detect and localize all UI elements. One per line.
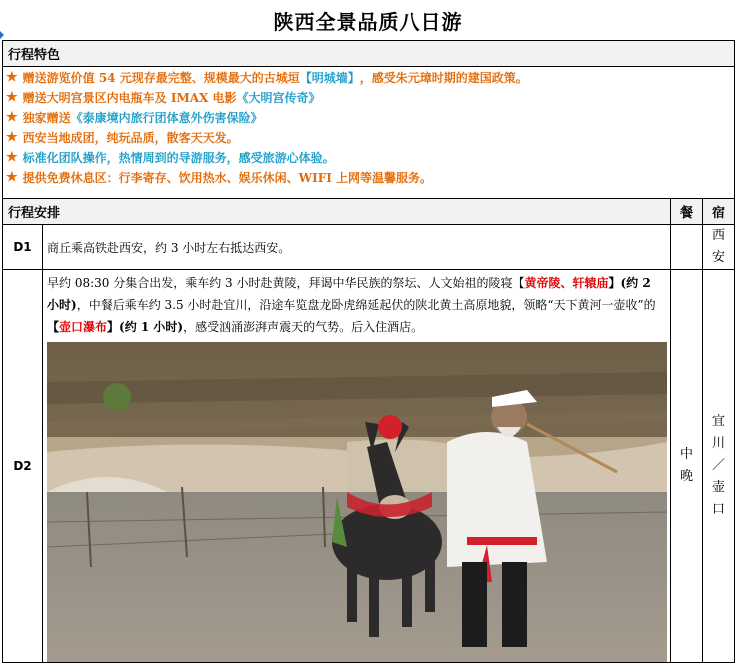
description-segment: 黄帝陵、轩辕庙 bbox=[524, 276, 609, 290]
star-icon: ★ bbox=[6, 110, 18, 125]
day-description bbox=[43, 270, 671, 663]
meal-header: 餐 bbox=[671, 199, 703, 225]
page-title: 陕西全景品质八日游 bbox=[273, 10, 463, 34]
day-meal bbox=[671, 270, 703, 663]
feature-item bbox=[6, 108, 731, 128]
description-segment: 】(约 1 小时) bbox=[107, 320, 184, 334]
feature-item bbox=[6, 128, 731, 148]
description-segment: ，感受汹涌澎湃声震天的气势。后入住酒店。 bbox=[183, 320, 424, 334]
feature-text: ，感受朱元璋时期的建国政策。 bbox=[359, 71, 528, 85]
day-stay bbox=[703, 225, 735, 270]
star-icon: ★ bbox=[6, 70, 18, 85]
corner-marker-icon bbox=[0, 31, 4, 39]
schedule-header: 行程安排 bbox=[3, 199, 671, 225]
feature-list bbox=[6, 68, 731, 188]
description-segment: 】(约 2 小时) bbox=[47, 276, 651, 312]
day-label: D1 bbox=[3, 225, 43, 270]
description-segment: 早约 08:30 分集合出发，乘车约 3 小时赴黄陵，拜谒中华民族的祭坛、人文始祖的陵寝【 bbox=[47, 276, 525, 290]
day-description: 商丘乘高铁赴西安，约 3 小时左右抵达西安。 bbox=[43, 225, 671, 270]
day2-description-text bbox=[47, 272, 666, 338]
day-stay-text: 西安 bbox=[711, 228, 725, 265]
day-meal bbox=[671, 225, 703, 270]
day-meal-text: 中晚 bbox=[679, 447, 693, 484]
star-icon: ★ bbox=[6, 170, 18, 185]
feature-text: 《泰康境内旅行团体意外伤害保险》 bbox=[70, 111, 263, 125]
feature-text: 《大明宫传奇》 bbox=[236, 91, 321, 105]
feature-text: 【明城墙】 bbox=[299, 71, 360, 85]
feature-item bbox=[6, 88, 731, 108]
feature-item bbox=[6, 168, 731, 188]
stay-header: 宿 bbox=[703, 199, 735, 225]
day-label: D2 bbox=[3, 270, 43, 663]
features-header: 行程特色 bbox=[3, 41, 735, 67]
description-segment: 【 bbox=[47, 320, 60, 334]
day-stay-text: 宜川／壶口 bbox=[711, 414, 725, 517]
feature-text: 赠送大明宫景区内电瓶车及 IMAX 电影 bbox=[22, 91, 237, 105]
day-stay bbox=[703, 270, 735, 663]
feature-text: 独家赠送 bbox=[22, 111, 71, 125]
star-icon: ★ bbox=[6, 90, 18, 105]
hukou-waterfall-photo bbox=[47, 342, 667, 662]
feature-text: 标准化团队操作，热情周到的导游服务，感受旅游心体验。 bbox=[22, 151, 335, 165]
feature-item bbox=[6, 148, 731, 168]
feature-text: 赠送游览价值 54 元现存最完整、规模最大的古城垣 bbox=[22, 71, 300, 85]
star-icon: ★ bbox=[6, 150, 18, 165]
description-segment: 壶口瀑布 bbox=[59, 320, 108, 334]
itinerary-table bbox=[2, 40, 735, 663]
features-cell bbox=[3, 67, 735, 199]
feature-text: 西安当地成团，纯玩品质，散客天天发。 bbox=[22, 131, 239, 145]
star-icon: ★ bbox=[6, 130, 18, 145]
description-segment: ，中餐后乘车约 3.5 小时赴宜川，沿途车览盘龙卧虎绵延起伏的陕北黄土高原地貌，领略“天下黄河一壶收”的 bbox=[76, 298, 656, 312]
feature-item bbox=[6, 68, 731, 88]
feature-text: 提供免费休息区：行李寄存、饮用热水、娱乐休闲、WIFI 上网等温馨服务。 bbox=[22, 171, 433, 185]
